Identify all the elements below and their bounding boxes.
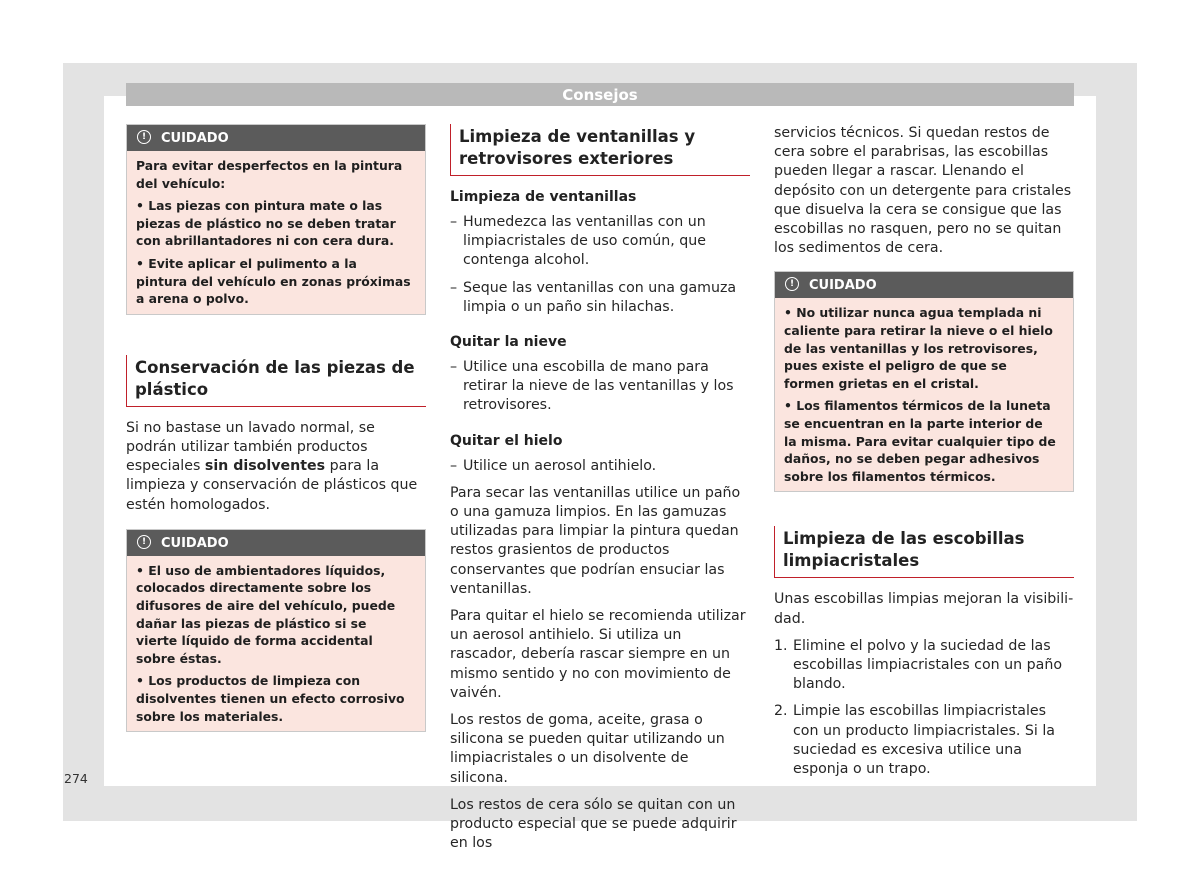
caution-label: CUIDADO	[161, 131, 229, 146]
page-number: 274	[64, 771, 88, 786]
column-left	[126, 124, 426, 732]
caution-header	[127, 125, 425, 151]
chapter-header: Consejos	[126, 83, 1074, 106]
wipers-intro: Unas escobillas limpias mejoran la visibilidad.	[774, 591, 1074, 627]
caution-label: CUIDADO	[809, 278, 877, 294]
warning-icon: !	[785, 277, 799, 291]
caution-body	[127, 151, 425, 314]
body-paragraph: Los restos de cera sólo se quitan con un producto especial que se puede adquirir en los	[450, 796, 737, 852]
subheading-cleaning: Limpieza de ventanillas	[450, 189, 637, 205]
dash-item: – Seque las ventanillas con una gamuza limpia o un paño sin hilachas.	[450, 279, 737, 315]
dash-item: – Humedezca las ventanillas con un limpiacristales de uso común, que contenga alcohol.	[450, 214, 706, 269]
caution-bullet: • No utilizar nunca agua templada ni caliente para retirar la nieve o el hielo de las ventanillas y los retrovisores, pues existe el peligro de que se formen grietas en el cristal.	[784, 305, 1053, 391]
plastic-paragraph: Si no bastase un lavado normal, se podrán utilizar también productos especiales sin disolventes para la limpieza y conservación de plásticos que estén homologados.	[126, 419, 418, 513]
body-paragraph: Los restos de goma, aceite, grasa o silicona se pueden quitar utilizando un limpiacristales o un disolvente de silicona.	[450, 712, 725, 786]
warning-icon: !	[137, 130, 151, 144]
caution-box-plastic	[126, 529, 426, 732]
subheading-ice: Quitar el hielo	[450, 432, 563, 449]
numbered-step: 1. Elimine el polvo y la suciedad de las escobillas limpiacristales con un paño blando.	[774, 637, 1063, 693]
caution-bullet: • Las piezas con pintura mate o las piezas de plástico no se deben tratar con abrillantadores ni con cera dura.	[136, 198, 396, 249]
caution-bullet: • Los filamentos térmicos de la luneta se encuentran en la parte interior de la misma. Para evitar cualquier tipo de daños, no se deben pegar adhesivos sobre los filamentos térmicos.	[784, 398, 1056, 484]
numbered-step: 2. Limpie las escobillas limpiacristales con un producto limpiacristales. Si la suciedad es excesiva utilice una esponja o un trapo.	[774, 703, 1055, 777]
caution-header	[127, 530, 425, 556]
caution-bullet: • El uso de ambientadores líquidos, colocados directamente sobre los difusores de aire del vehículo, puede dañar las piezas de plástico si se vierte líquido de forma accidental sobre éstas.	[136, 562, 396, 666]
column-middle	[450, 124, 750, 861]
caution-body	[775, 298, 1073, 491]
section-heading-plastic: Conservación de las piezas de plástico	[126, 355, 426, 407]
dash-item: – Utilice una escobilla de mano para retirar la nieve de las ventanillas y los retrovisores.	[450, 359, 734, 414]
caution-body	[127, 556, 425, 731]
caution-box-heating	[774, 271, 1074, 492]
section-heading-wipers: Limpieza de las escobillas limpiacristales	[774, 526, 1074, 578]
dash-item: – Utilice un aerosol antihielo.	[450, 457, 657, 474]
body-paragraph: Para quitar el hielo se recomienda utilizar un aerosol antihielo. Si utiliza un rascador, debería rascar siempre en un mismo sentido y no con movimiento de vaivén.	[450, 608, 746, 701]
caution-label: CUIDADO	[161, 535, 229, 551]
body-paragraph: Para secar las ventanillas utilice un paño o una gamuza limpios. En las gamuzas utilizadas para limpiar la pintura quedan restos grasientos de productos conservantes que podrían ensuciar las ventanillas.	[450, 484, 741, 597]
caution-bullet: • Los productos de limpieza con disolventes tienen un efecto corrosivo sobre los materiales.	[136, 673, 405, 724]
section-heading-windows: Limpieza de ventanillas y retrovisores exteriores	[450, 124, 750, 176]
column-right	[774, 124, 1074, 787]
caution-box-paint	[126, 124, 426, 315]
subheading-snow: Quitar la nieve	[450, 334, 567, 351]
warning-icon: !	[137, 535, 151, 549]
continued-paragraph: servicios técnicos. Si quedan restos de cera sobre el parabrisas, las escobillas pueden llegar a rascar. Llenando el depósito con un detergente para cristales que disuelva la cera se consigue que las escobillas no rasquen, pero no se quitan los sedimentos de cera.	[774, 125, 1072, 257]
caution-header	[775, 272, 1073, 298]
caution-intro: Para evitar desperfectos en la pintura del vehículo:	[136, 158, 403, 191]
caution-bullet: • Evite aplicar el pulimento a la pintura del vehículo en zonas próximas a arena o polvo.	[136, 255, 411, 307]
